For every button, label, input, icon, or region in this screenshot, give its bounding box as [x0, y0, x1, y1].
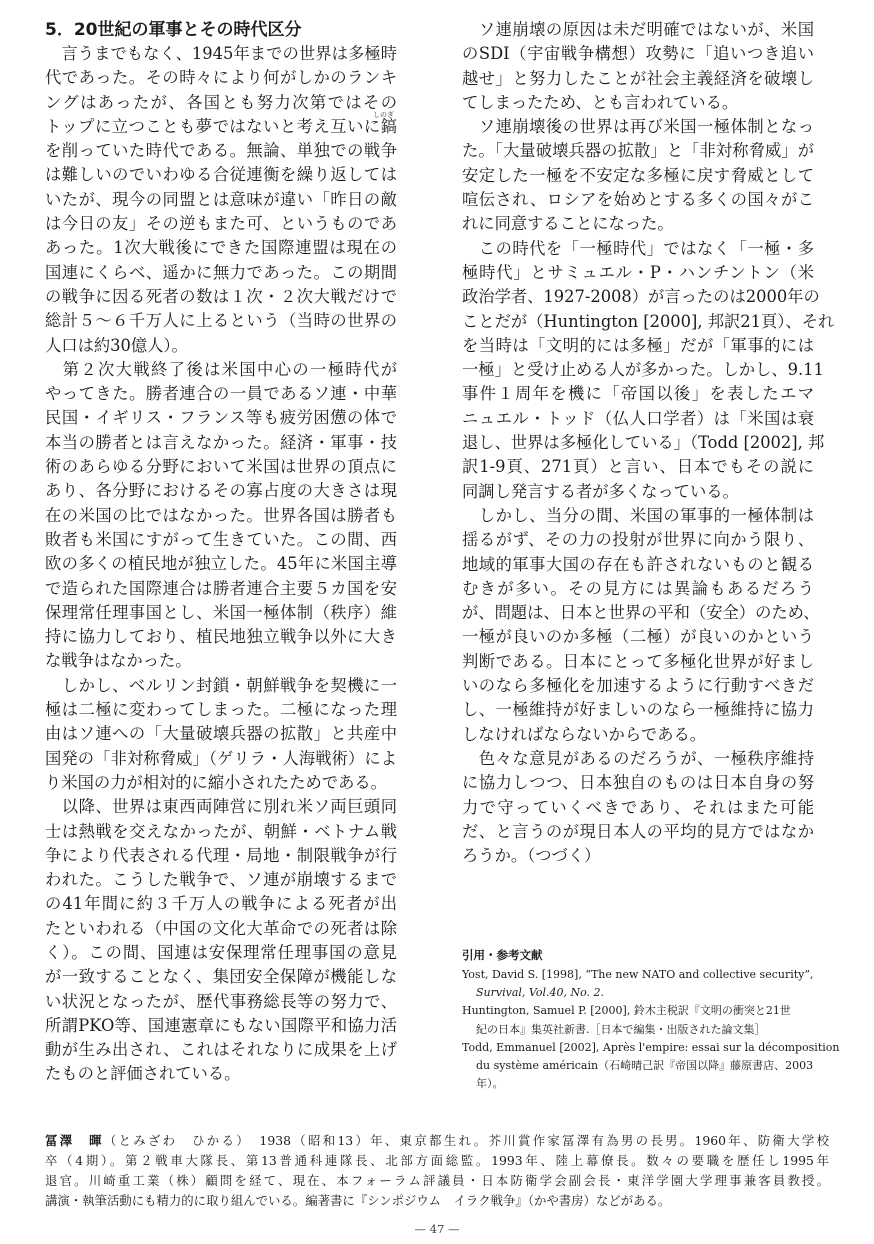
text-line: 所謂PKO等、国連憲章にもない国際平和協力活 — [45, 1015, 397, 1035]
text-line: 持に協力しており、植民地独立戦争以外に大き — [45, 627, 397, 647]
text-line: たものと評価されている。 — [45, 1064, 241, 1084]
text-line: な戦争はなかった。 — [45, 651, 192, 671]
text-line: 欧の多くの植民地が独立した。45年に米国主導 — [45, 554, 397, 574]
text-line: り米国の力が相対的に縮小されたためである。 — [45, 772, 387, 792]
section-heading: 5．20世紀の軍事とその時代区分 — [45, 20, 302, 40]
text-line: 退し、世界は多極化している」（Todd [2002], 邦 — [462, 433, 825, 453]
author-bio-line: 卒（4期）。第２戦車大隊長、第13普通科連隊長、北部方面総監。1993年、陸上幕僚長。数々の要職を歴任し1995年 — [45, 1153, 829, 1168]
text-line: トップに立つことも夢ではないと考え互いに鎬 — [45, 116, 397, 136]
reference-line: 紀の日本』集英社新書.［日本で編集・出版された論文集］ — [476, 1022, 766, 1036]
text-line: 代であった。その時々により何がしかのランキ — [45, 68, 397, 88]
text-line: のSDI（宇宙戦争構想）攻勢に「追いつき追い — [462, 44, 814, 64]
text-line: 一極」と受け止める人が多かった。しかし、9.11 — [462, 360, 824, 380]
text-line: し、一極維持が好ましいのなら一極維持に協力 — [462, 700, 814, 720]
text-line: いたが、現今の同盟とは意味が違い「昨日の敵 — [45, 189, 397, 209]
reference-line: Yost, David S. [1998], “The new NATO and collective security”, — [462, 968, 814, 981]
text-line: 色々な意見があるのだろうが、一極秩序維持 — [462, 748, 814, 768]
text-line: たといわれる（中国の文化大革命での死者は除 — [45, 918, 397, 938]
text-line: 敗者も米国にすがって生きていた。この間、西 — [45, 529, 397, 549]
text-line: 同調し発言する者が多くなっている。 — [462, 481, 739, 501]
text-line: むきが多い。その見方には異論もあるだろう — [462, 578, 814, 598]
text-line: 喧伝され、ロシアを始めとする多くの国々がこ — [462, 190, 814, 210]
text-line: れに同意することになった。 — [462, 214, 674, 234]
text-line: 地域的軍事大国の存在も許されないものと観る — [462, 554, 814, 574]
page-number: — 47 — — [414, 1222, 460, 1236]
text-line: しかし、当分の間、米国の軍事的一極体制は — [462, 505, 814, 525]
text-line: だ、と言うのが現日本人の平均的見方ではなか — [462, 821, 814, 841]
right-column — [462, 18, 835, 868]
text-line: は今日の友」その逆もまた可、というものであ — [45, 214, 397, 234]
author-bio — [45, 1131, 829, 1211]
author-bio-line: 退官。川崎重工業（株）顧問を経て、現在、本フォーラム評議員・日本防衛学会副会長・東洋学園大学理事兼客員教授。 — [45, 1173, 829, 1188]
text-line: で造られた国際連合は勝者連合主要５カ国を安 — [45, 578, 397, 598]
text-line: を削っていた時代である。無論、単独での戦争 — [45, 141, 397, 161]
author-name: 冨澤 暉 — [45, 1133, 104, 1148]
text-line: 判断である。日本にとって多極化世界が好まし — [462, 651, 814, 671]
text-line: 術のあらゆる分野において米国は世界の頂点に — [45, 457, 397, 477]
author-bio-line: 講演・執筆活動にも精力的に取り組んでいる。編著書に『シンポジウム イラク戦争』（かや書房）などがある。 — [45, 1193, 671, 1208]
text-line: 言うまでもなく、1945年までの世界は多極時 — [45, 44, 397, 63]
text-line: 国連にくらべ、遥かに無力であった。この期間 — [45, 262, 397, 282]
text-line: た。「大量破壊兵器の拡散」と「非対称脅威」が — [462, 141, 814, 161]
text-line: ことだが（Huntington [2000], 邦訳21頁）、それ — [462, 311, 835, 331]
text-line: 民国・イギリス・フランス等も疲労困憊の体で — [45, 408, 397, 428]
reference-line: du système américain（石崎晴己訳『帝国以降』藤原書店、2003 — [476, 1059, 814, 1073]
text-line: 力で守っていくべきであり、それはまた可能 — [462, 797, 814, 817]
text-line: しかし、ベルリン封鎖・朝鮮戦争を契機に一 — [45, 675, 397, 695]
text-line: 動が生み出され、これはそれなりに成果を上げ — [45, 1040, 397, 1060]
text-line: やってきた。勝者連合の一員であるソ連・中華 — [45, 384, 397, 404]
text-line: 第２次大戦終了後は米国中心の一極時代が — [45, 359, 397, 379]
text-line: しなければならないからである。 — [462, 724, 707, 744]
text-line: 保理常任理事国とし、米国一極体制（秩序）維 — [45, 602, 397, 622]
text-line: 安定した一極を不安定な多極に戻す脅威として — [462, 165, 814, 185]
author-bio-text: （とみざわ ひかる） 1938（昭和13）年、東京都生れ。芥川賞作家冨澤有為男の長男。1960年、防衛大学校 — [103, 1133, 829, 1148]
text-line: を当時は「文明的には多極」だが「軍事的には — [462, 335, 814, 355]
text-line: 以降、世界は東西両陣営に別れ米ソ両巨頭同 — [45, 797, 397, 817]
text-line: に協力しつつ、日本独自のものは日本自身の努 — [462, 773, 814, 793]
text-line: 人口は約30億人）。 — [45, 335, 188, 355]
left-column-text — [45, 42, 397, 1087]
text-line: 政治学者、1927-2008）が言ったのは2000年の — [462, 287, 820, 307]
right-column-text — [462, 18, 835, 868]
text-line: 本当の勝者とは言えなかった。経済・軍事・技 — [45, 432, 397, 452]
text-line: 由はソ連への「大量破壊兵器の拡散」と共産中 — [45, 724, 397, 744]
ruby-annotation: しのぎ — [373, 111, 394, 119]
text-line: が一致することなく、集団安全保障が機能しな — [45, 967, 397, 987]
reference-line: Todd, Emmanuel [2002], Après l'empire: essai sur la décomposition — [462, 1040, 840, 1054]
text-line: われた。こうした戦争で、ソ連が崩壊するまで — [45, 870, 397, 890]
text-line: 事件１周年を機に「帝国以後」を表したエマ — [462, 384, 814, 404]
text-line: あった。1次大戦後にできた国際連盟は現在の — [45, 238, 397, 258]
text-line: 極時代」とサミュエル・P・ハンチントン（米 — [462, 262, 814, 282]
text-line: この時代を「一極時代」ではなく「一極・多 — [462, 238, 814, 258]
text-line: あり、各分野におけるその寡占度の大きさは現 — [45, 481, 397, 501]
text-line: は難しいのでいわゆる合従連衡を繰り返しては — [45, 165, 397, 185]
text-line: 越せ」と努力したことが社会主義経済を破壊し — [462, 68, 814, 88]
text-line: が、問題は、日本と世界の平和（安全）のため、 — [462, 603, 820, 623]
text-line: てしまったため、とも言われている。 — [462, 92, 739, 112]
text-line: ングはあったが、各国とも努力次第ではその — [45, 92, 397, 112]
text-line: 訳1-9頁、271頁）と言い、日本でもその説に — [462, 457, 814, 477]
text-line: の戦争に因る死者の数は１次・２次大戦だけで — [45, 286, 397, 306]
left-column — [45, 18, 397, 1087]
text-line: ろうか。（つづく） — [462, 846, 601, 866]
text-line: いのなら多極化を加速するように行動すべきだ — [462, 676, 814, 696]
text-line: ソ連崩壊の原因は未だ明確ではないが、米国 — [462, 20, 814, 39]
text-line: ソ連崩壊後の世界は再び米国一極体制となっ — [462, 117, 814, 137]
text-line: 極は二極に変わってしまった。二極になった理 — [45, 700, 397, 720]
text-line: 在の米国の比ではなかった。世界各国は勝者も — [45, 505, 397, 525]
text-line: 一極が良いのか多極（二極）が良いのかという — [462, 627, 814, 647]
text-line: く）。この間、国連は安保理常任理事国の意見 — [45, 942, 397, 962]
author-bio-line — [45, 1131, 829, 1151]
text-line: 争により代表される代理・局地・制限戦争が行 — [45, 845, 397, 865]
references — [462, 947, 840, 1093]
reference-line: 年）。 — [476, 1077, 504, 1091]
references-title: 引用・参考文献 — [462, 948, 543, 962]
text-line: 国発の「非対称脅威」（ゲリラ・人海戦術）によ — [45, 748, 397, 768]
text-line: い状況となったが、歴代事務総長等の努力で、 — [45, 991, 397, 1011]
text-line: 揺るがず、その力の投射が世界に向かう限り、 — [462, 530, 814, 550]
reference-line: Huntington, Samuel P. [2000], 鈴木主税訳『文明の衝突と21世 — [462, 1004, 791, 1018]
text-line: の41年間に約３千万人の戦争による死者が出 — [45, 894, 397, 914]
text-line: ニュエル・トッド（仏人口学者）は「米国は衰 — [462, 408, 814, 428]
reference-line: Survival, Vol.40, No. 2. — [476, 986, 604, 1000]
text-line: 士は熱戦を交えなかったが、朝鮮・ベトナム戦 — [45, 821, 397, 841]
text-line: 総計５～６千万人に上るという（当時の世界の — [45, 311, 397, 331]
